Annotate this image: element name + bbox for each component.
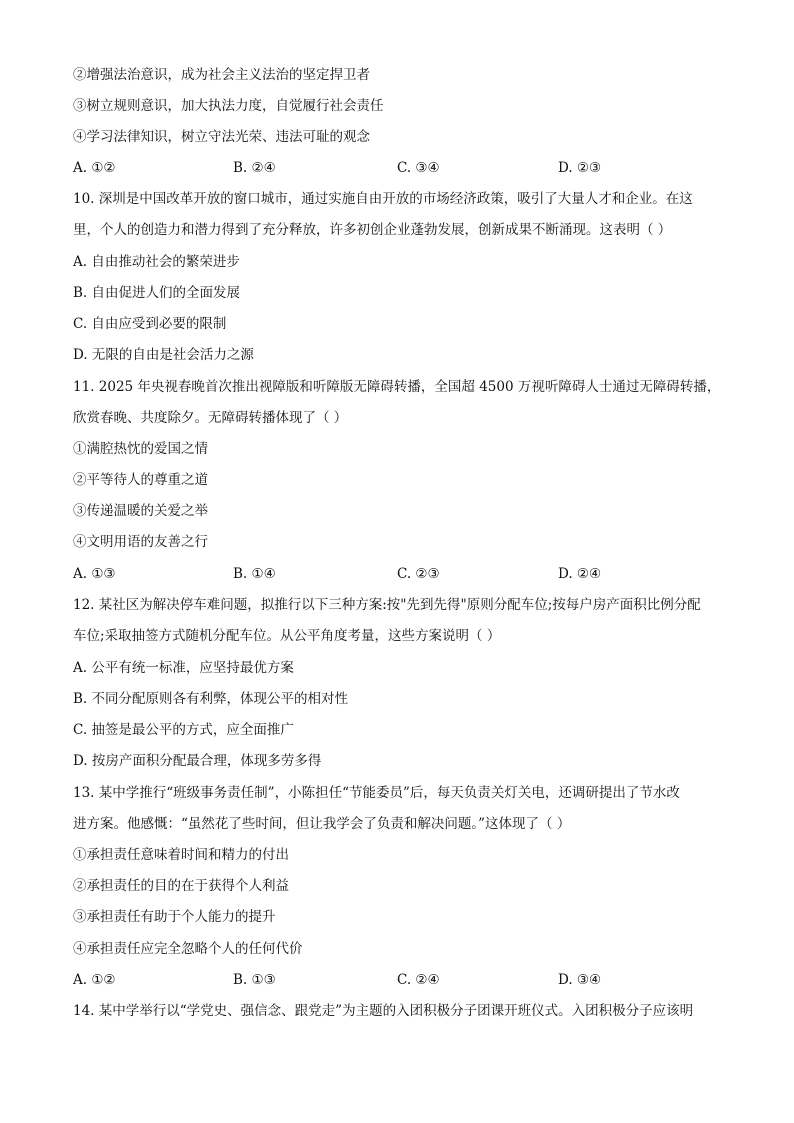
q11-option-d: D. ②④ — [558, 566, 602, 582]
q10-option-a: A. 自由推动社会的繁荣进步 — [73, 254, 240, 270]
q10-option-c: C. 自由应受到必要的限制 — [73, 316, 227, 332]
q12-option-a: A. 公平有统一标准，应坚持最优方案 — [73, 660, 294, 676]
q11-item-2: ②平等待人的尊重之道 — [73, 472, 208, 488]
q11-option-c: C. ②③ — [397, 566, 440, 582]
q9-option-c: C. ③④ — [397, 160, 440, 176]
q10-option-d: D. 无限的自由是社会活力之源 — [73, 347, 254, 363]
q11-stem-line-1: 11. 2025 年央视春晚首次推出视障版和听障版无障碍转播，全国超 4500 万视听障碍人士通过无障碍转播， — [73, 379, 721, 395]
q13-option-b: B. ①③ — [233, 972, 276, 988]
q9-option-b: B. ②④ — [233, 160, 276, 176]
q10-stem-line-2: 里，个人的创造力和潜力得到了充分释放，许多初创企业蓬勃发展，创新成果不断涌现。这表明（ ） — [73, 222, 672, 238]
q9-item-3: ③树立规则意识，加大执法力度，自觉履行社会责任 — [73, 98, 384, 114]
q9-option-d: D. ②③ — [558, 160, 602, 176]
q11-option-a: A. ①③ — [73, 566, 116, 582]
q13-item-4: ④承担责任应完全忽略个人的任何代价 — [73, 941, 303, 957]
q13-option-a: A. ①② — [73, 972, 116, 988]
q11-item-3: ③传递温暖的关爱之举 — [73, 503, 208, 519]
q13-option-d: D. ③④ — [558, 972, 602, 988]
q12-stem-line-1: 12. 某社区为解决停车难问题，拟推行以下三种方案:按"先到先得"原则分配车位;按每户房产面积比例分配 — [73, 597, 701, 613]
q9-item-2: ②增强法治意识，成为社会主义法治的坚定捍卫者 — [73, 67, 370, 83]
q11-stem-line-2: 欣赏春晚、共度除夕。无障碍转播体现了（ ） — [73, 410, 348, 426]
q10-option-b: B. 自由促进人们的全面发展 — [73, 285, 241, 301]
q14-stem-line-1: 14. 某中学举行以“学党史、强信念、跟党走”为主题的入团积极分子团课开班仪式。入团积极分子应该明 — [73, 1003, 694, 1019]
q11-item-1: ①满腔热忱的爱国之情 — [73, 441, 208, 457]
q11-item-4: ④文明用语的友善之行 — [73, 534, 208, 550]
q12-option-d: D. 按房产面积分配最合理，体现多劳多得 — [73, 753, 322, 769]
q10-stem-line-1: 10. 深圳是中国改革开放的窗口城市，通过实施自由开放的市场经济政策，吸引了大量人才和企业。在这 — [73, 191, 693, 207]
q11-option-b: B. ①④ — [233, 566, 276, 582]
q12-option-b: B. 不同分配原则各有利弊，体现公平的相对性 — [73, 691, 349, 707]
q13-item-2: ②承担责任的目的在于获得个人利益 — [73, 878, 289, 894]
q13-item-1: ①承担责任意味着时间和精力的付出 — [73, 847, 289, 863]
q9-item-4: ④学习法律知识，树立守法光荣、违法可耻的观念 — [73, 129, 370, 145]
q12-stem-line-2: 车位;采取抽签方式随机分配车位。从公平角度考量，这些方案说明（ ） — [73, 628, 501, 644]
q13-option-c: C. ②④ — [397, 972, 440, 988]
q13-item-3: ③承担责任有助于个人能力的提升 — [73, 909, 276, 925]
q13-stem-line-1: 13. 某中学推行“班级事务责任制”，小陈担任“节能委员”后，每天负责关灯关电，还调研提出了节水改 — [73, 785, 680, 801]
q12-option-c: C. 抽签是最公平的方式，应全面推广 — [73, 722, 294, 738]
q13-stem-line-2: 进方案。他感慨：“虽然花了些时间，但让我学会了负责和解决问题。”这体现了（ ） — [73, 816, 571, 832]
q9-option-a: A. ①② — [73, 160, 116, 176]
